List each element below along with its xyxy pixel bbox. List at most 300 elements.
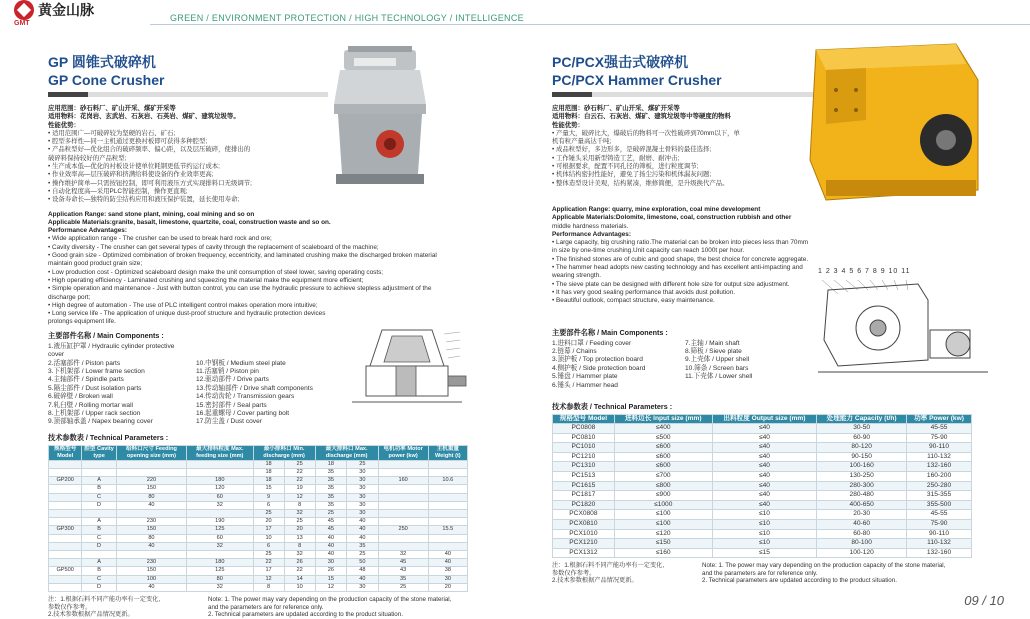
table-cell: ≤40	[712, 433, 817, 443]
table-row	[553, 452, 972, 462]
text-line: 2. Technical parameters are updated according to the product situation.	[702, 577, 897, 585]
table-cell: 160-200	[907, 471, 972, 481]
table-row	[49, 551, 468, 559]
table-cell: PC1615	[553, 481, 615, 491]
table-cell: 10	[284, 583, 315, 591]
text-line: Note: 1. The power may vary depending on the production capacity of the stone material,	[208, 596, 452, 604]
table-row	[49, 485, 468, 493]
table-cell: 15	[315, 575, 346, 583]
table-cell	[187, 468, 253, 476]
table-cell: GP300	[49, 526, 82, 534]
notes-cn	[48, 596, 188, 619]
text-line: 破碎料保持较好的产品粒型;	[48, 154, 127, 162]
table-cell: 26	[315, 567, 346, 575]
table-cell: 160	[378, 477, 428, 485]
text-line	[196, 343, 338, 360]
table-cell: 48	[347, 567, 378, 575]
table-cell	[49, 559, 82, 567]
text-line: 注：1.根据石料不同产能功率有一定变化,	[48, 596, 161, 604]
table-cell: 180	[187, 559, 253, 567]
table-cell: PC1820	[553, 500, 615, 510]
table-cell: 25	[347, 551, 378, 559]
table-cell: 25	[284, 518, 315, 526]
table-cell: 100	[116, 575, 186, 583]
section-title-cn: GP 圆锥式破碎机	[48, 54, 156, 70]
table-cell: 90-110	[907, 443, 972, 453]
table-cell: 40	[315, 551, 346, 559]
text-line: 2. Technical parameters are updated according to the product situation.	[208, 611, 403, 619]
table-header-cell: 规格型号 Model	[553, 414, 615, 423]
tech-heading: 技术参数表 / Technical Parameters :	[552, 401, 673, 411]
table-cell: 35	[378, 575, 428, 583]
text-line: • 工作锤头采用新型铸造工艺，耐磨、耐冲击;	[552, 154, 680, 162]
text-line: in size by one-time crushing.Unit capacity can reach 1000t per hour.	[552, 247, 745, 255]
table-cell	[82, 468, 116, 476]
table-row	[49, 518, 468, 526]
section-title-en: GP Cone Crusher	[48, 72, 165, 88]
table-cell	[428, 485, 467, 493]
table-row	[553, 433, 972, 443]
text-line: 2.技术参数根据产品情况更新。	[552, 577, 638, 585]
table-cell	[428, 534, 467, 542]
table-cell: 32	[284, 510, 315, 518]
text-line: 6.锤头 / Hammer head	[552, 381, 618, 389]
text-line: 注：1.根据石料不同产能功率有一定变化,	[552, 562, 665, 570]
text-line: Application Range: sand stone plant, mining, coal mining and so on	[48, 210, 255, 218]
table-row	[49, 468, 468, 476]
table-cell: ≤40	[712, 481, 817, 491]
table-cell	[187, 510, 253, 518]
table-cell: 75-90	[907, 519, 972, 529]
text-line: Applicable Materials:Dolomite, limestone, coal, construction rubbish and other	[552, 214, 792, 222]
table-cell	[49, 468, 82, 476]
table-cell: ≤900	[614, 491, 712, 501]
text-line: • 生产成本低—优化的衬板设计使单位耗钢更低节约运行成本;	[48, 163, 220, 171]
text-line: • Long service life - The application of unique dust-proof structure and hydraulic protection devices	[48, 310, 326, 318]
table-cell: 40	[116, 542, 186, 550]
text-line: 性能优势：	[48, 121, 80, 129]
table-cell: 280-300	[817, 481, 907, 491]
text-line: 8.上机架部 / Upper rack section	[48, 409, 141, 417]
text-line: 3.顶护板 / Top protection board	[552, 356, 643, 364]
text-line: 应用范围：砂石料厂、矿山开采、煤矿开采等	[48, 105, 176, 112]
table-cell: C	[82, 493, 116, 501]
diagram-numbers: 1 2 3 4 5 6 7 8 9 10 11	[818, 268, 911, 275]
table-cell: 50	[347, 559, 378, 567]
table-cell: 130-250	[817, 471, 907, 481]
text-line: • Cavity diversity - The crusher can get several types of cavity through the replacement of scaleboard of the machine;	[48, 243, 379, 251]
text-line: • Simple operation and maintenance - Just with button control, you can use the hydraulic pressure to achieve stepless adjustment of the	[48, 285, 432, 293]
text-line: • High operating efficiency - Laminated crushing and squeezing the material make the equipment more efficient;	[48, 276, 364, 284]
text-line: • High degree of automation - The use of PLC intelligent control makes operation more intuitive;	[48, 301, 318, 309]
text-line: 7.主轴 / Main shaft	[685, 339, 740, 347]
table-cell: 40	[428, 551, 467, 559]
text-line: 10.中钢板 / Medium steel plate	[196, 359, 286, 367]
table-cell: 280-480	[817, 491, 907, 501]
table-cell	[187, 551, 253, 559]
table-row	[553, 481, 972, 491]
table-cell: 25	[253, 510, 284, 518]
table-cell: PCX1010	[553, 529, 615, 539]
table-header-cell: 规格型号 Model	[49, 445, 82, 460]
text-line: 10.筛条 / Screen bars	[685, 364, 749, 372]
table-cell	[428, 501, 467, 509]
text-line: • 操作维护简单—只需按钮控制，即可利用液压方式实现排料口无级调节;	[48, 179, 252, 187]
table-cell: 12	[315, 583, 346, 591]
table-header-cell: 最大排料粒度 Max. feeding size (mm)	[187, 445, 253, 460]
table-cell: 150	[116, 526, 186, 534]
table-cell: GP200	[49, 477, 82, 485]
table-cell: 30	[347, 493, 378, 501]
spec-table	[48, 445, 468, 592]
text-line: • 自动化程度高—采用PLC智能控制，操作更直观;	[48, 187, 188, 195]
table-cell: ≤600	[614, 462, 712, 472]
table-cell: A	[82, 518, 116, 526]
table-cell: 100-160	[817, 462, 907, 472]
text-line: 4.主轴部件 / Spindle parts	[48, 376, 124, 384]
table-cell	[428, 468, 467, 476]
text-line: 11.活塞销 / Piston pin	[196, 367, 259, 375]
table-cell: 45-55	[907, 423, 972, 433]
table-row	[553, 500, 972, 510]
text-line: • It has very good sealing performance that avoids dust pollution.	[552, 288, 736, 296]
table-row	[49, 510, 468, 518]
table-cell: 20	[253, 518, 284, 526]
table-cell: 30	[347, 501, 378, 509]
table-cell	[378, 493, 428, 501]
hammer-crusher-diagram	[818, 280, 988, 382]
table-header-cell: 功率 Power (kw)	[907, 414, 972, 423]
table-cell	[428, 493, 467, 501]
notes-en	[702, 562, 945, 585]
cone-crusher-diagram	[352, 322, 468, 416]
text-line: 1.液压缸护罩 / Hydraulic cylinder protective cover	[48, 342, 175, 359]
table-cell	[49, 518, 82, 526]
tech-heading: 技术参数表 / Technical Parameters :	[48, 432, 169, 442]
table-cell: PC1513	[553, 471, 615, 481]
table-cell	[116, 460, 186, 468]
table-cell: 18	[253, 468, 284, 476]
table-cell: PC0808	[553, 423, 615, 433]
table-cell	[378, 460, 428, 468]
table-cell: ≤40	[712, 500, 817, 510]
table-cell: PC1310	[553, 462, 615, 472]
table-cell: 45-55	[907, 510, 972, 520]
table-cell: 30	[347, 583, 378, 591]
table-cell: ≤600	[614, 443, 712, 453]
table-row	[49, 534, 468, 542]
table-cell: ≤150	[614, 539, 712, 549]
table-cell: 32	[187, 542, 253, 550]
table-cell: A	[82, 477, 116, 485]
table-cell: 60-80	[817, 529, 907, 539]
table-cell: ≤10	[712, 519, 817, 529]
table-cell: 20	[428, 583, 467, 591]
table-cell: ≤40	[712, 471, 817, 481]
table-cell	[82, 510, 116, 518]
table-cell: ≤400	[614, 423, 712, 433]
text-line: • Wide application range - The crusher can be used to break hard rock and ore;	[48, 235, 272, 243]
table-cell: A	[82, 559, 116, 567]
table-row	[49, 493, 468, 501]
table-cell: 30	[347, 510, 378, 518]
text-line: 17.防尘盖 / Dust cover	[196, 418, 262, 426]
table-cell: 190	[187, 518, 253, 526]
table-row	[49, 460, 468, 468]
table-row	[49, 477, 468, 485]
text-line: Application Range: quarry, mine exploration, coal mine development	[552, 205, 761, 213]
table-cell	[378, 518, 428, 526]
table-cell	[49, 551, 82, 559]
table-cell: ≤10	[712, 529, 817, 539]
text-line: 6.破碎壁 / Broken wall	[48, 393, 113, 401]
table-cell: 80-100	[817, 539, 907, 549]
hammer-crusher-photo	[806, 40, 986, 210]
text-line: and the parameters are for reference only.	[208, 603, 324, 611]
table-cell: PCX0808	[553, 510, 615, 520]
table-row	[553, 510, 972, 520]
table-cell: 80	[116, 534, 186, 542]
table-cell: ≤40	[712, 443, 817, 453]
text-line: wearing strength.	[552, 272, 602, 280]
text-line: • 整体造型设计美观，结构紧凑，维修简便，是升级换代产品。	[552, 179, 729, 187]
table-row	[553, 539, 972, 549]
table-cell: 45	[315, 526, 346, 534]
text-line: • 产量大，破碎比大，爆破后的物料可一次性破碎到70mm以下，单	[552, 129, 740, 137]
notes-en	[208, 596, 451, 619]
text-line: 5.锤盘 / Hammer plate	[552, 373, 618, 381]
notes	[48, 596, 468, 619]
table-cell	[49, 534, 82, 542]
table-cell: ≤100	[614, 519, 712, 529]
table-cell	[49, 485, 82, 493]
table-cell: 30	[347, 468, 378, 476]
table-cell: 18	[315, 460, 346, 468]
table-cell: 15	[253, 485, 284, 493]
table-cell: 26	[284, 559, 315, 567]
slogan: GREEN / ENVIRONMENT PROTECTION / HIGH TECHNOLOGY / INTELLIGENCE	[170, 13, 524, 23]
table-row	[553, 491, 972, 501]
text-line: • Low production cost - Optimized scaleboard design make the unit consumption of steel lower, saving operating costs;	[48, 268, 384, 276]
table-cell	[49, 460, 82, 468]
text-line: 4.侧护板 / Side protection board	[552, 364, 646, 372]
table-cell: 40	[347, 575, 378, 583]
table-cell: 6	[253, 542, 284, 550]
table-cell: 45	[378, 559, 428, 567]
table-cell: 10	[253, 534, 284, 542]
table-cell: 30	[347, 477, 378, 485]
table-cell: 19	[284, 485, 315, 493]
table-cell: 125	[187, 567, 253, 575]
text-line: 2.技术参数根据产品情况更新。	[48, 611, 134, 619]
table-cell	[49, 583, 82, 591]
table-cell	[116, 510, 186, 518]
table-cell: 12	[253, 575, 284, 583]
table-cell	[378, 542, 428, 550]
table-cell: 30	[315, 559, 346, 567]
table-cell: 25	[315, 510, 346, 518]
table-cell: 35	[315, 485, 346, 493]
table-cell: ≤10	[712, 510, 817, 520]
table-cell: 80	[187, 575, 253, 583]
table-cell	[49, 501, 82, 509]
table-cell: ≤15	[712, 548, 817, 558]
table-cell: 25	[378, 583, 428, 591]
text-line: prolongs equipment life.	[48, 318, 116, 326]
text-line: 2.活塞部件 / Piston parts	[48, 359, 121, 367]
text-line: • 设备寿命长—独特的防尘结构应用和液压保护装置，延长使用寿命;	[48, 196, 240, 204]
text-line: 3.下机架部 / Lower frame section	[48, 367, 145, 375]
table-cell: C	[82, 575, 116, 583]
text-line: discharge port;	[48, 293, 91, 301]
table-cell: 15.5	[428, 526, 467, 534]
table-cell: 90-110	[907, 529, 972, 539]
table-row	[49, 575, 468, 583]
table-cell: B	[82, 526, 116, 534]
table-cell: 150	[116, 485, 186, 493]
table-row	[49, 526, 468, 534]
table-row	[49, 567, 468, 575]
table-header-cell: 主机重量 Weight (t)	[428, 445, 467, 460]
table-cell	[49, 510, 82, 518]
text-line: • 机体结构密封性能好，避免了扬尘污染和机体漏灰问题;	[552, 171, 712, 179]
table-cell: ≤40	[712, 423, 817, 433]
text-line: 9.顶部轴承盖 / Napex bearing cover	[48, 418, 153, 426]
table-cell: 9	[253, 493, 284, 501]
table-cell: 35	[315, 493, 346, 501]
table-cell: 25	[284, 460, 315, 468]
text-line: 16.起重螺母 / Cover parting bolt	[196, 409, 290, 417]
table-cell: 38	[428, 567, 467, 575]
table-cell: PC1210	[553, 452, 615, 462]
table-cell: 14	[284, 575, 315, 583]
table-cell: 40	[116, 583, 186, 591]
table-cell: ≤500	[614, 433, 712, 443]
table-cell: D	[82, 501, 116, 509]
table-cell: PCX1312	[553, 548, 615, 558]
table-cell: 32	[187, 501, 253, 509]
text-line: • Good grain size - Optimized combination of broken frequency, eccentricity, and laminated crushing make the discharged broken material	[48, 252, 437, 260]
table-cell	[378, 468, 428, 476]
table-cell: PCX1210	[553, 539, 615, 549]
notes	[552, 562, 972, 585]
table-cell: B	[82, 567, 116, 575]
table-cell	[116, 551, 186, 559]
table-cell	[428, 542, 467, 550]
table-header-cell: 腔型 Cavity type	[82, 445, 116, 460]
text-line: 14.传动齿轮 / Transmission gears	[196, 393, 295, 401]
table-cell: PCX0810	[553, 519, 615, 529]
table-cell	[49, 575, 82, 583]
table-row	[553, 548, 972, 558]
description-en	[48, 211, 468, 327]
table-cell: 250-280	[907, 481, 972, 491]
components-list	[552, 340, 812, 390]
table-cell	[428, 460, 467, 468]
table-cell: ≤40	[712, 462, 817, 472]
table-cell: 110-132	[907, 452, 972, 462]
table-row	[553, 462, 972, 472]
table-row	[553, 423, 972, 433]
table-cell: 132-160	[907, 548, 972, 558]
table-cell: 17	[253, 567, 284, 575]
text-line: 9.上壳体 / Upper shell	[685, 356, 750, 364]
table-cell: 180	[187, 477, 253, 485]
table-cell: GP500	[49, 567, 82, 575]
table-cell: 6	[253, 501, 284, 509]
text-line: Applicable Materials:granite, basalt, limestone, quartzite, coal, construction waste and so on.	[48, 218, 331, 226]
table-cell	[82, 460, 116, 468]
text-line: 应用范围：砂石料厂、矿山开采、煤矿开采等	[552, 105, 680, 112]
table-cell: 250	[378, 526, 428, 534]
page-header	[0, 0, 1018, 38]
text-line: • 作业效率高—层压破碎和挤满给料使设备的作业效率更高;	[48, 171, 214, 179]
table-header-cell: 最大排料口 Max. discharge (mm)	[315, 445, 378, 460]
text-line: 适用物料：白云石、石灰岩、煤矿、建筑垃圾等中等硬度的物料	[552, 113, 731, 121]
table-cell: D	[82, 542, 116, 550]
table-cell: 32	[284, 551, 315, 559]
text-line: • 适用范围广—可破碎较为坚硬的岩石、矿石;	[48, 129, 176, 137]
table-cell: ≤600	[614, 452, 712, 462]
table-cell: 43	[378, 567, 428, 575]
section-title-en: PC/PCX Hammer Crusher	[552, 72, 722, 88]
table-header-cell: 最小排料口 Min. discharge (mm)	[253, 445, 315, 460]
brand-sub: GMT	[14, 20, 30, 27]
table-header-cell: 进料边长 Input size (mm)	[614, 414, 712, 423]
text-line: 13.传动轴部件 / Drive shaft components	[196, 384, 313, 392]
text-line: maintain good product grain size;	[48, 260, 143, 268]
notes-cn	[552, 562, 682, 585]
table-cell: 40	[428, 559, 467, 567]
table-cell: 25	[347, 460, 378, 468]
section-title-cn: PC/PCX强击式破碎机	[552, 54, 689, 70]
table-cell: 8	[284, 542, 315, 550]
table-cell: 20-30	[817, 510, 907, 520]
table-cell: ≤120	[614, 529, 712, 539]
table-cell: 110-132	[907, 539, 972, 549]
text-line: middle hardness materials.	[552, 222, 629, 230]
table-cell: 22	[284, 468, 315, 476]
table-cell: C	[82, 534, 116, 542]
table-cell	[49, 542, 82, 550]
table-cell: 35	[315, 501, 346, 509]
text-line: • Large capacity, big crushing ratio.The material can be broken into pieces less than 70mm	[552, 239, 809, 247]
table-cell: ≤40	[712, 491, 817, 501]
table-cell: PC1010	[553, 443, 615, 453]
text-line: 7.轧臼壁 / Rolling mortar wall	[48, 401, 134, 409]
text-line: 参数仅作参考。	[552, 569, 596, 577]
table-cell	[116, 468, 186, 476]
table-cell: 120	[187, 485, 253, 493]
table-cell: ≤100	[614, 510, 712, 520]
text-line: • The sieve plate can be designed with different hole size for output size adjustment.	[552, 280, 790, 288]
table-cell: 355-500	[907, 500, 972, 510]
text-line: • Beautiful outlook, compact structure, easy maintenance.	[552, 297, 715, 305]
table-cell: 35	[315, 468, 346, 476]
text-line: 参数仅作参考。	[48, 603, 92, 611]
table-cell: 60	[187, 493, 253, 501]
text-line	[685, 382, 812, 390]
table-header-cell: 出料粒度 Output size (mm)	[712, 414, 817, 423]
table-cell: 30	[428, 575, 467, 583]
table-cell: ≤10	[712, 539, 817, 549]
table-row	[49, 501, 468, 509]
table-cell: 40	[315, 534, 346, 542]
table-cell: B	[82, 485, 116, 493]
table-cell: 30-50	[817, 423, 907, 433]
text-line: • 成品粒型好，多边形多，是破碎混凝土骨料的最佳选择;	[552, 146, 712, 154]
brand-mark-icon	[14, 0, 34, 20]
